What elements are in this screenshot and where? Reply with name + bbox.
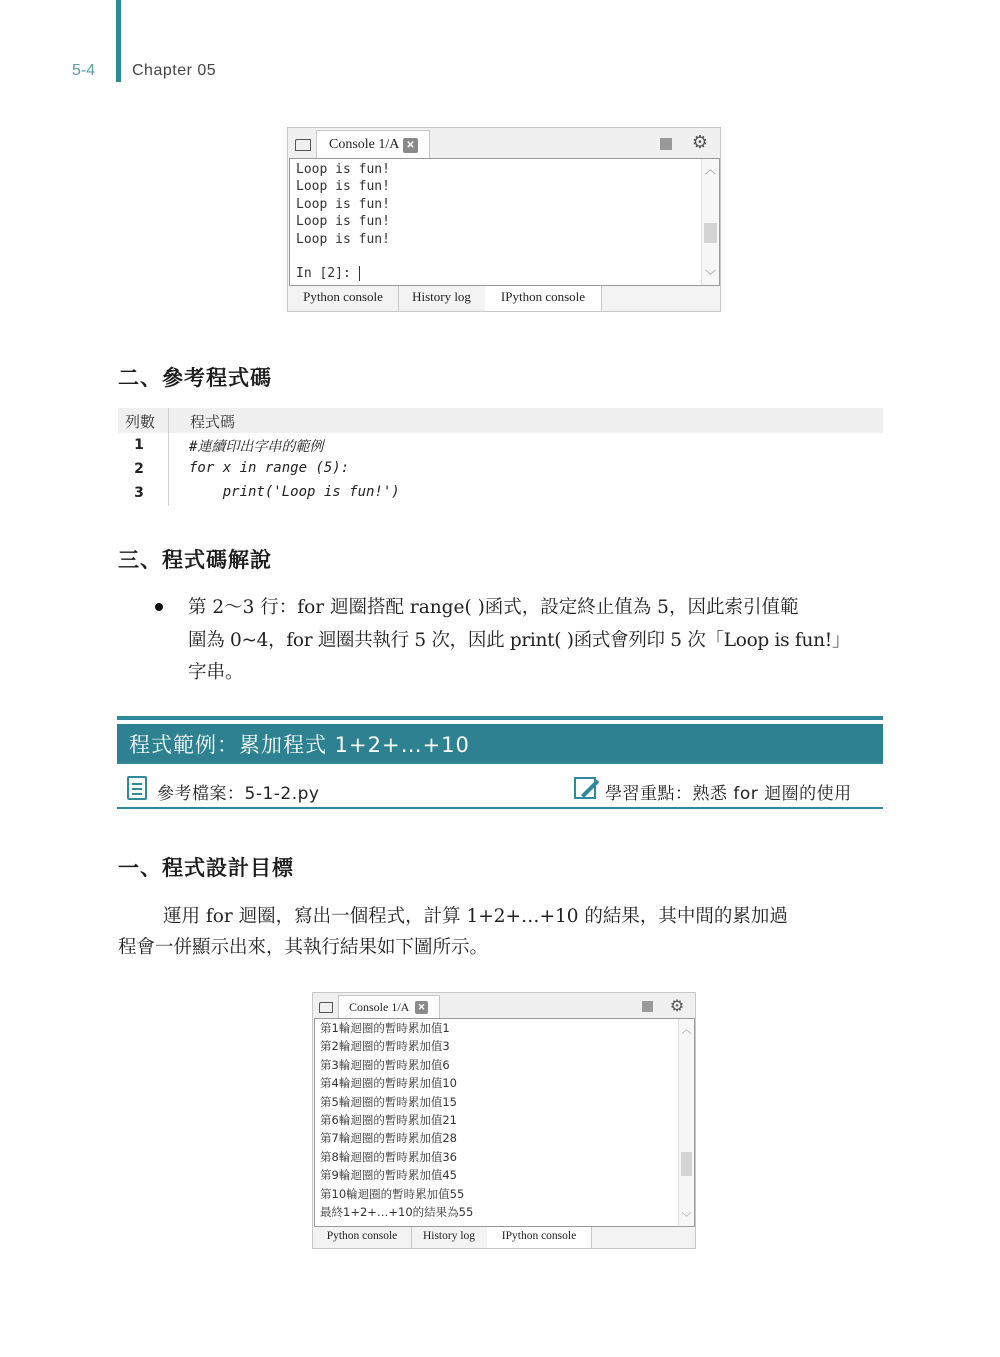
scrollbar[interactable] xyxy=(701,159,719,285)
explanation-line: 字串。 xyxy=(188,662,244,683)
explanation-line: 圍為 0~4，for 迴圈共執行 5 次，因此 print( )函式會列印 5 次「Loop is fun!」 xyxy=(188,630,851,651)
chapter-label: Chapter 05 xyxy=(132,62,217,79)
tab-python-console[interactable]: Python console xyxy=(313,1227,412,1248)
output-line: 第4輪迴圈的暫時累加值10 xyxy=(320,1076,457,1091)
edit-icon xyxy=(574,777,596,799)
console-bottom-tabs xyxy=(288,286,720,311)
section-title-goal: 一、程式設計目標 xyxy=(118,856,294,880)
bullet-icon xyxy=(155,603,163,611)
gear-icon[interactable]: ⚙ xyxy=(691,132,709,153)
close-icon[interactable]: ✕ xyxy=(415,1001,428,1014)
file-icon xyxy=(127,776,147,800)
code-line: #連續印出字串的範例 xyxy=(189,439,324,455)
close-icon[interactable]: ✕ xyxy=(403,138,418,153)
learning-focus: 學習重點：熟悉 for 迴圈的使用 xyxy=(605,784,852,804)
input-prompt-line[interactable] xyxy=(296,265,390,282)
explanation-line: 第 2～3 行：for 迴圈搭配 range( )函式，設定終止值為 5，因此索引值範 xyxy=(188,597,799,618)
code-table-divider xyxy=(168,408,169,506)
chevron-up-icon[interactable]: ︿ xyxy=(705,163,716,176)
folder-icon[interactable] xyxy=(295,139,311,151)
text-cursor xyxy=(359,266,360,281)
tab-console[interactable] xyxy=(338,995,440,1019)
console-bottom-tabs xyxy=(313,1227,695,1248)
output-line: 第3輪迴圈的暫時累加值6 xyxy=(320,1057,450,1072)
output-line: 第10輪迴圈的暫時累加值55 xyxy=(320,1186,465,1201)
output-line: Loop is fun! xyxy=(296,214,390,230)
code-line: for x in range (5): xyxy=(189,460,350,476)
output-line: 最終1+2+…+10的結果為55 xyxy=(320,1205,474,1220)
example-banner xyxy=(117,724,883,762)
output-line: Loop is fun! xyxy=(296,196,390,212)
scrollbar-thumb[interactable] xyxy=(681,1152,692,1176)
console-output-1[interactable] xyxy=(289,158,720,286)
output-blank xyxy=(296,248,390,265)
gear-icon[interactable]: ⚙ xyxy=(669,996,685,1015)
banner-top-rule xyxy=(117,716,883,720)
header-accent-bar xyxy=(116,0,121,82)
console-window-1 xyxy=(287,127,721,312)
stop-icon[interactable] xyxy=(660,138,672,150)
banner-underline xyxy=(117,762,883,764)
code-table-header xyxy=(118,408,883,433)
scrollbar[interactable] xyxy=(678,1019,694,1226)
output-line: Loop is fun! xyxy=(296,231,390,247)
chevron-down-icon[interactable]: ﹀ xyxy=(681,1213,692,1224)
col-line-header: 列數 xyxy=(125,413,156,431)
output-line: 第1輪迴圈的暫時累加值1 xyxy=(320,1021,450,1035)
tab-history-log[interactable]: History log xyxy=(411,1227,488,1248)
line-number: 2 xyxy=(134,461,144,477)
chevron-up-icon[interactable]: ︿ xyxy=(681,1025,692,1036)
tab-python-console[interactable]: Python console xyxy=(288,286,399,311)
code-line: print('Loop is fun!') xyxy=(189,484,400,500)
goal-paragraph-line: 運用 for 迴圈，寫出一個程式，計算 1+2+…+10 的結果，其中間的累加過 xyxy=(163,906,788,927)
section-title-explanation: 三、程式碼解說 xyxy=(118,548,272,572)
scrollbar-thumb[interactable] xyxy=(704,223,717,243)
console-toolbar xyxy=(288,128,720,158)
chevron-down-icon[interactable]: ﹀ xyxy=(705,269,716,282)
tab-console-label: Console 1/A xyxy=(349,1000,410,1014)
line-number: 1 xyxy=(134,437,144,453)
tab-console-label: Console 1/A xyxy=(329,137,400,152)
output-line: 第5輪迴圈的暫時累加值15 xyxy=(320,1094,457,1109)
banner-bottom-rule xyxy=(117,807,883,809)
line-number: 3 xyxy=(134,485,144,501)
output-line: 第9輪迴圈的暫時累加值45 xyxy=(320,1168,457,1183)
output-line: Loop is fun! xyxy=(296,162,390,177)
goal-paragraph-line: 程會一併顯示出來，其執行結果如下圖所示。 xyxy=(118,937,489,958)
reference-file: 參考檔案：5-1-2.py xyxy=(157,784,320,804)
output-line: 第7輪迴圈的暫時累加值28 xyxy=(320,1131,457,1146)
page-number: 5-4 xyxy=(72,62,96,79)
output-line: Loop is fun! xyxy=(296,179,390,195)
stop-icon[interactable] xyxy=(642,1001,653,1012)
output-line: 第6輪迴圈的暫時累加值21 xyxy=(320,1113,457,1128)
console-output-2[interactable] xyxy=(314,1018,695,1227)
section-title-reference-code: 二、參考程式碼 xyxy=(118,366,272,390)
console-toolbar xyxy=(313,993,695,1018)
tab-console[interactable] xyxy=(316,130,430,159)
output-line: 第2輪迴圈的暫時累加值3 xyxy=(320,1039,450,1054)
col-code-header: 程式碼 xyxy=(190,413,236,431)
tab-history-log[interactable]: History log xyxy=(398,286,486,311)
console-window-2 xyxy=(312,992,696,1249)
example-title: 程式範例：累加程式 1+2+…+10 xyxy=(129,733,470,757)
tab-ipython-console[interactable]: IPython console xyxy=(487,1227,592,1248)
output-line: 第8輪迴圈的暫時累加值36 xyxy=(320,1149,457,1164)
tab-ipython-console[interactable]: IPython console xyxy=(485,286,602,311)
input-prompt: In [2]: xyxy=(296,266,359,282)
folder-icon[interactable] xyxy=(319,1002,333,1013)
